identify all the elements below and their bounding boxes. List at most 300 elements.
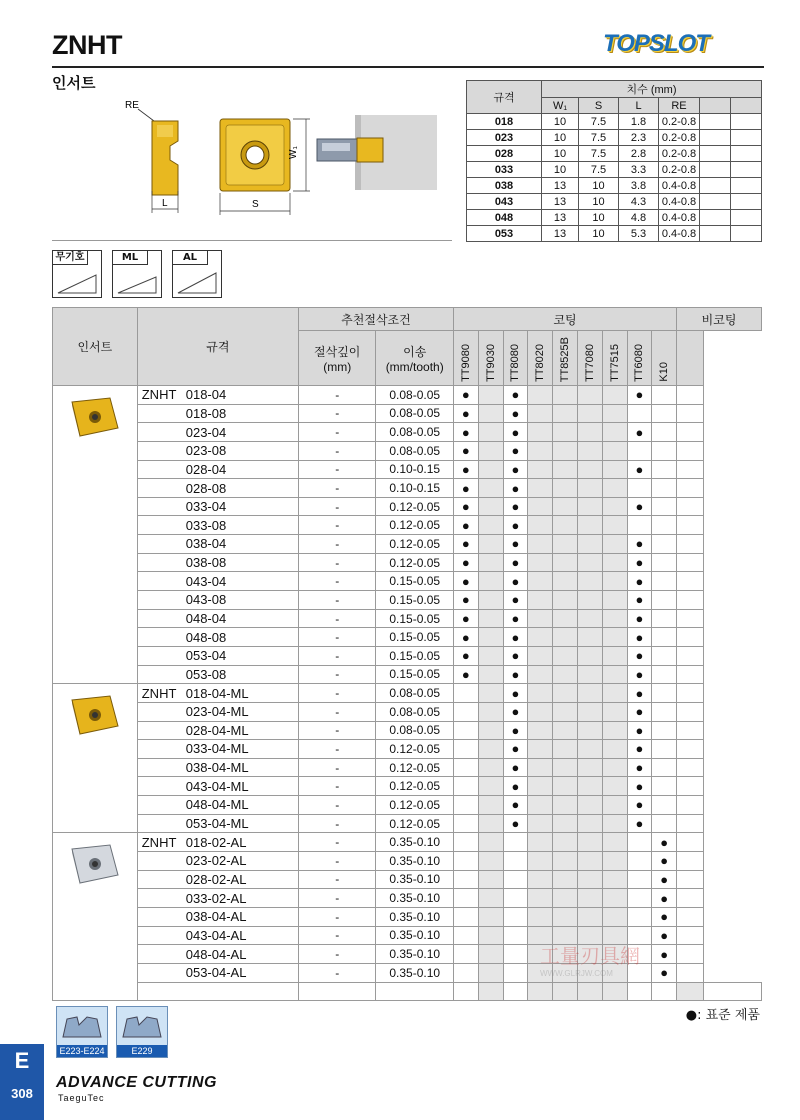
blank-cell — [677, 386, 704, 405]
empty-row — [53, 982, 762, 1001]
grade-cell — [453, 796, 478, 815]
grade-cell — [652, 702, 677, 721]
spec-cell — [137, 907, 298, 926]
availability-dot: ● — [503, 479, 528, 498]
blank-cell — [677, 441, 704, 460]
ref-caption: E229 — [117, 1045, 167, 1057]
grade-cell — [627, 907, 652, 926]
blank-cell — [677, 721, 704, 740]
feed-cell: 0.35-0.10 — [376, 889, 454, 908]
dims-row — [467, 210, 762, 226]
dims-value-cell: 10 — [579, 226, 619, 242]
spec-code: 043-04-ML — [185, 778, 249, 794]
grade-cell — [652, 516, 677, 535]
grade-cell — [478, 423, 503, 442]
grade-label: TT8080 — [509, 344, 522, 382]
grade-cell — [553, 740, 578, 759]
availability-dot: ● — [453, 404, 478, 423]
grade-cell — [602, 516, 627, 535]
grade-cell — [528, 609, 553, 628]
grade-cell — [528, 423, 553, 442]
grade-cell — [478, 479, 503, 498]
ref-thumbnail-e223[interactable] — [56, 1006, 108, 1058]
grade-cell — [478, 386, 503, 405]
dims-code-cell: 043 — [467, 194, 542, 210]
spec-cell — [137, 609, 298, 628]
dims-value-cell: 10 — [542, 114, 579, 130]
grade-cell — [652, 535, 677, 554]
dims-value-cell: 10 — [542, 130, 579, 146]
table-row — [53, 441, 762, 460]
dims-value-cell: 10 — [579, 210, 619, 226]
grade-cell — [652, 386, 677, 405]
feed-cell: 0.08-0.05 — [376, 386, 454, 405]
grade-label: K10 — [658, 362, 671, 382]
depth-cell: - — [298, 665, 376, 684]
grade-cell — [652, 591, 677, 610]
grade-cell — [453, 702, 478, 721]
grade-cell — [503, 870, 528, 889]
grade-cell — [577, 609, 602, 628]
blank-cell — [677, 702, 704, 721]
depth-cell: - — [298, 628, 376, 647]
grade-label: TT9030 — [484, 344, 497, 382]
spec-code: 023-04 — [185, 424, 227, 440]
depth-cell: - — [298, 833, 376, 852]
availability-dot: ● — [453, 516, 478, 535]
spec-cell — [137, 740, 298, 759]
table-row — [53, 497, 762, 516]
grade-cell — [453, 721, 478, 740]
availability-dot: ● — [627, 796, 652, 815]
blank-cell — [677, 628, 704, 647]
spec-cell — [137, 721, 298, 740]
empty-cell — [652, 982, 677, 1001]
grade-cell — [478, 963, 503, 982]
grade-cell — [528, 907, 553, 926]
availability-dot: ● — [652, 833, 677, 852]
taegutec-logo: TaeguTec — [58, 1093, 105, 1103]
empty-cell — [376, 982, 454, 1001]
grade-cell — [602, 870, 627, 889]
page-number: 308 — [11, 1086, 33, 1101]
spec-code: 043-04 — [185, 573, 227, 589]
grade-cell — [528, 404, 553, 423]
grade-label: TT6080 — [633, 344, 646, 382]
grade-cell — [602, 684, 627, 703]
depth-cell: - — [298, 591, 376, 610]
insert-grade-table — [52, 307, 762, 1001]
dims-blank-cell — [700, 162, 731, 178]
grade-cell — [478, 852, 503, 871]
grade-cell — [478, 665, 503, 684]
blank-cell — [677, 758, 704, 777]
spec-code: 048-08 — [185, 629, 227, 645]
dims-row — [467, 130, 762, 146]
grade-cell — [652, 796, 677, 815]
legend: ●: 표준 제품 — [685, 1008, 760, 1023]
availability-dot: ● — [627, 814, 652, 833]
spec-cell — [137, 386, 298, 405]
chip-label: 무기호 — [53, 251, 88, 265]
section-tab — [0, 1044, 44, 1120]
table-row — [53, 386, 762, 405]
availability-dot: ● — [453, 553, 478, 572]
availability-dot: ● — [503, 702, 528, 721]
dims-col-w1: W₁ — [542, 98, 579, 114]
dims-code-cell: 048 — [467, 210, 542, 226]
availability-dot: ● — [503, 591, 528, 610]
grade-cell — [478, 572, 503, 591]
feed-cell: 0.08-0.05 — [376, 684, 454, 703]
spec-code: 048-04-ML — [185, 797, 249, 813]
grade-cell — [453, 945, 478, 964]
blank-cell — [677, 870, 704, 889]
grade-cell — [577, 423, 602, 442]
grade-cell — [553, 907, 578, 926]
feed-cell: 0.12-0.05 — [376, 516, 454, 535]
empty-cell — [478, 982, 503, 1001]
grade-cell — [528, 870, 553, 889]
grade-cell — [553, 497, 578, 516]
empty-cell — [528, 982, 553, 1001]
grade-cell — [577, 553, 602, 572]
grade-cell — [503, 833, 528, 852]
dims-value-cell: 13 — [542, 226, 579, 242]
blank-cell — [677, 646, 704, 665]
grade-cell — [478, 628, 503, 647]
ref-caption: E223-E224 — [57, 1045, 107, 1057]
spec-code: 038-04-ML — [185, 760, 249, 776]
spec-code: 018-08 — [185, 405, 227, 421]
grade-cell — [553, 553, 578, 572]
grade-cell — [652, 646, 677, 665]
blank-cell — [677, 516, 704, 535]
feed-cell: 0.12-0.05 — [376, 535, 454, 554]
grade-cell — [602, 591, 627, 610]
grade-cell — [453, 870, 478, 889]
depth-cell: - — [298, 460, 376, 479]
spec-cell — [137, 852, 298, 871]
table-row — [53, 721, 762, 740]
grade-cell — [577, 460, 602, 479]
dims-value-cell: 0.4-0.8 — [659, 194, 700, 210]
grade-cell — [602, 441, 627, 460]
grade-cell — [627, 852, 652, 871]
chip-label: AL — [173, 251, 208, 265]
grade-cell — [478, 684, 503, 703]
grade-cell — [602, 721, 627, 740]
empty-cell — [137, 982, 298, 1001]
feed-cell: 0.35-0.10 — [376, 945, 454, 964]
grade-cell — [577, 535, 602, 554]
dims-value-cell: 0.2-0.8 — [659, 130, 700, 146]
spec-cell — [137, 963, 298, 982]
grade-cell — [528, 833, 553, 852]
spec-cell — [137, 777, 298, 796]
availability-dot: ● — [627, 628, 652, 647]
depth-cell: - — [298, 423, 376, 442]
grade-cell — [553, 441, 578, 460]
grade-cell — [453, 777, 478, 796]
spec-cell — [137, 516, 298, 535]
dims-value-cell: 13 — [542, 178, 579, 194]
depth-cell: - — [298, 721, 376, 740]
availability-dot: ● — [453, 646, 478, 665]
l-label: L — [162, 198, 168, 209]
grade-cell — [652, 628, 677, 647]
dims-blank-cell — [731, 114, 762, 130]
grade-cell — [503, 907, 528, 926]
grade-cell — [602, 777, 627, 796]
blank-cell — [677, 591, 704, 610]
feed-cell: 0.10-0.15 — [376, 460, 454, 479]
availability-dot: ● — [627, 609, 652, 628]
grade-label: TT7515 — [608, 344, 621, 382]
availability-dot: ● — [503, 572, 528, 591]
grade-cell — [478, 945, 503, 964]
grade-cell — [553, 609, 578, 628]
grade-cell — [652, 404, 677, 423]
diagram-divider — [52, 240, 452, 241]
table-row — [53, 553, 762, 572]
grade-cell — [528, 386, 553, 405]
grade-cell — [478, 777, 503, 796]
feed-cell: 0.35-0.10 — [376, 963, 454, 982]
dims-value-cell: 1.8 — [619, 114, 659, 130]
availability-dot: ● — [627, 721, 652, 740]
availability-dot: ● — [503, 497, 528, 516]
grade-cell — [627, 404, 652, 423]
grade-cell — [478, 535, 503, 554]
depth-cell: - — [298, 497, 376, 516]
grade-cell — [577, 907, 602, 926]
dims-spec-header: 규격 — [467, 81, 542, 114]
grade-cell — [577, 852, 602, 871]
depth-cell: - — [298, 553, 376, 572]
watermark — [540, 940, 640, 978]
grade-cell — [627, 833, 652, 852]
table-row — [53, 963, 762, 982]
grade-cell — [553, 628, 578, 647]
grade-cell — [577, 740, 602, 759]
empty-cell — [503, 982, 528, 1001]
table-row — [53, 852, 762, 871]
coating-header: 코팅 — [453, 308, 676, 331]
dims-value-cell: 0.2-0.8 — [659, 162, 700, 178]
chipbreaker-al-chip — [172, 250, 222, 298]
ref-thumbnail-e229[interactable] — [116, 1006, 168, 1058]
availability-dot: ● — [503, 535, 528, 554]
depth-cell: - — [298, 386, 376, 405]
grade-cell — [602, 852, 627, 871]
grade-label: TT8525B — [559, 336, 572, 382]
empty-cell — [298, 982, 376, 1001]
grade-cell — [652, 814, 677, 833]
blank-cell — [677, 852, 704, 871]
grade-cell — [602, 758, 627, 777]
empty-cell — [577, 982, 602, 1001]
section-letter: E — [14, 1048, 30, 1073]
chip-label: ML — [113, 251, 148, 265]
blank-cell — [677, 796, 704, 815]
blank-cell — [677, 833, 704, 852]
depth-cell: - — [298, 516, 376, 535]
grade-cell — [553, 702, 578, 721]
grade-cell — [553, 516, 578, 535]
grade-cell — [553, 591, 578, 610]
dims-row — [467, 114, 762, 130]
spec-cell — [137, 404, 298, 423]
grade-cell — [528, 665, 553, 684]
grade-cell — [602, 535, 627, 554]
spec-cell — [137, 702, 298, 721]
table-row — [53, 814, 762, 833]
grade-cell — [478, 441, 503, 460]
availability-dot: ● — [453, 572, 478, 591]
feed-cell: 0.15-0.05 — [376, 646, 454, 665]
table-row — [53, 684, 762, 703]
availability-dot: ● — [503, 646, 528, 665]
dims-value-cell: 10 — [542, 162, 579, 178]
availability-dot: ● — [652, 907, 677, 926]
dims-blank-cell — [700, 178, 731, 194]
grade-header — [528, 331, 553, 386]
table-row — [53, 516, 762, 535]
grade-cell — [528, 497, 553, 516]
re-label: RE — [125, 100, 139, 111]
feed-cell: 0.08-0.05 — [376, 404, 454, 423]
dims-col-l: L — [619, 98, 659, 114]
availability-dot: ● — [503, 386, 528, 405]
grade-cell — [577, 441, 602, 460]
spec-cell — [137, 497, 298, 516]
dims-row — [467, 226, 762, 242]
grade-cell — [602, 889, 627, 908]
availability-dot: ● — [453, 386, 478, 405]
feed-cell: 0.15-0.05 — [376, 591, 454, 610]
feed-cell: 0.15-0.05 — [376, 628, 454, 647]
spec-cell — [137, 441, 298, 460]
grade-cell — [602, 553, 627, 572]
dims-value-cell: 5.3 — [619, 226, 659, 242]
table-row — [53, 404, 762, 423]
table-row — [53, 945, 762, 964]
dims-code-cell: 033 — [467, 162, 542, 178]
spec-code: 033-04-ML — [185, 741, 249, 757]
grade-cell — [577, 702, 602, 721]
table-row — [53, 460, 762, 479]
depth-cell: - — [298, 609, 376, 628]
grade-cell — [577, 591, 602, 610]
grade-cell — [453, 889, 478, 908]
blank-cell — [677, 479, 704, 498]
grade-cell — [602, 833, 627, 852]
availability-dot: ● — [652, 889, 677, 908]
spec-code: 028-04 — [185, 461, 227, 477]
blank-cell — [677, 460, 704, 479]
grade-header — [503, 331, 528, 386]
blank-cell — [677, 907, 704, 926]
availability-dot: ● — [453, 460, 478, 479]
grade-cell — [478, 740, 503, 759]
grade-cell — [528, 479, 553, 498]
availability-dot: ● — [503, 796, 528, 815]
grade-cell — [577, 684, 602, 703]
spec-cell — [137, 796, 298, 815]
grade-cell — [652, 441, 677, 460]
feed-cell: 0.15-0.05 — [376, 665, 454, 684]
blank-cell — [677, 814, 704, 833]
cutter-icon — [57, 1007, 107, 1043]
advance-cutting-logo: ADVANCE CUTTING — [56, 1074, 217, 1091]
grade-cell — [503, 945, 528, 964]
grade-cell — [528, 889, 553, 908]
spec-code: 053-08 — [185, 666, 227, 682]
dims-value-cell: 2.3 — [619, 130, 659, 146]
availability-dot: ● — [652, 945, 677, 964]
insert-dimension-diagram — [110, 95, 440, 245]
grade-cell — [652, 721, 677, 740]
topslot-logo: TOPSLOT — [603, 30, 709, 57]
blank-cell — [677, 572, 704, 591]
depth-cell: - — [298, 945, 376, 964]
grade-cell — [602, 386, 627, 405]
grade-cell — [478, 889, 503, 908]
dims-blank-cell — [731, 226, 762, 242]
dims-value-cell: 10 — [579, 178, 619, 194]
grade-cell — [478, 591, 503, 610]
grade-label: TT7080 — [583, 344, 596, 382]
spec-code: 038-04-AL — [185, 909, 247, 925]
grade-cell — [553, 460, 578, 479]
grade-cell — [602, 572, 627, 591]
grade-cell — [528, 628, 553, 647]
dims-code-cell: 038 — [467, 178, 542, 194]
feed-cell: 0.35-0.10 — [376, 852, 454, 871]
grade-cell — [577, 628, 602, 647]
blank-cell — [677, 609, 704, 628]
dimensions-table — [466, 80, 762, 242]
blank-cell — [677, 945, 704, 964]
spec-code: 033-08 — [185, 517, 227, 533]
grade-cell — [528, 702, 553, 721]
grade-cell — [553, 758, 578, 777]
availability-dot: ● — [453, 609, 478, 628]
grade-cell — [528, 572, 553, 591]
grade-cell — [577, 665, 602, 684]
grade-cell — [652, 740, 677, 759]
table-row — [53, 740, 762, 759]
table-row — [53, 609, 762, 628]
grade-cell — [577, 497, 602, 516]
cutter-icon — [117, 1007, 167, 1043]
feed-cell: 0.12-0.05 — [376, 740, 454, 759]
grade-cell — [528, 646, 553, 665]
blank-cell — [677, 665, 704, 684]
depth-cell: - — [298, 404, 376, 423]
dims-blank-cell — [700, 114, 731, 130]
grade-header — [478, 331, 503, 386]
grade-cell — [528, 553, 553, 572]
grade-cell — [528, 460, 553, 479]
spec-cell — [137, 628, 298, 647]
grade-cell — [577, 833, 602, 852]
grade-cell — [553, 535, 578, 554]
grade-cell — [652, 460, 677, 479]
availability-dot: ● — [627, 740, 652, 759]
grade-cell — [627, 870, 652, 889]
